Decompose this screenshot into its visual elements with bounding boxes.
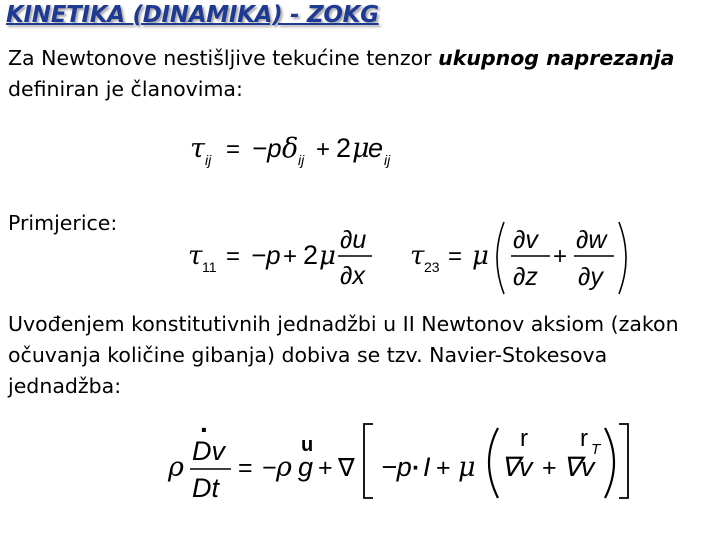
ns-identity: I xyxy=(423,452,431,482)
eq1-sub-ij3: ij xyxy=(384,152,391,168)
slide-title: KINETIKA (DINAMIKA) - ZOKG xyxy=(6,2,379,28)
eq3-equals: = xyxy=(448,243,463,270)
ns-transpose: T xyxy=(591,441,601,458)
ns-left-bracket xyxy=(364,424,373,498)
ns-nabla-v2: ∇v xyxy=(563,452,595,482)
ns-plus2: + xyxy=(436,454,451,482)
tau11-equation xyxy=(188,220,398,300)
ns-mu: μ xyxy=(458,452,476,483)
ns-plus: + xyxy=(318,454,333,482)
ns-left-paren xyxy=(489,428,498,498)
eq2-mu: μ xyxy=(319,241,336,271)
navier-stokes-equation xyxy=(168,407,638,508)
eq3-tau: τ xyxy=(410,241,425,271)
eq2-equals: = xyxy=(226,243,241,270)
ns-g-vector-mark: u xyxy=(301,434,314,456)
eq1-minus-p: −p xyxy=(252,133,282,163)
eq1-delta: δ xyxy=(282,133,299,164)
stress-tensor-equation xyxy=(190,128,405,174)
eq3-mu: μ xyxy=(472,241,489,271)
eq2-minus-p: −p xyxy=(251,240,281,270)
intro-text-after: definiran je članovima: xyxy=(8,77,243,101)
eq3-plus: + xyxy=(553,243,568,270)
ns-nabla-v: ∇v xyxy=(501,452,533,482)
tau23-equation xyxy=(410,216,635,302)
eq1-e: e xyxy=(368,133,384,163)
eq2-sub-11: 11 xyxy=(202,259,217,275)
eq1-sub-ij: ij xyxy=(205,152,212,168)
ns-vector-mark-2: r xyxy=(580,425,588,452)
ns-equals: = xyxy=(238,454,253,482)
eq3-sub-23: 23 xyxy=(424,259,440,275)
ns-rho: ρ xyxy=(168,452,184,483)
eq1-mu: μ xyxy=(352,133,370,164)
ns-nabla: ∇ xyxy=(338,454,355,482)
eq1-sub-ij2: ij xyxy=(298,152,305,168)
example-label: Primjerice: xyxy=(8,211,118,235)
eq2-tau: τ xyxy=(188,241,203,271)
eq2-plus: + xyxy=(283,243,298,270)
eq3-denominator-2: ∂y xyxy=(578,263,603,291)
eq3-right-paren xyxy=(619,222,626,294)
eq2-denominator: ∂x xyxy=(340,262,365,290)
eq2-numerator: ∂u xyxy=(340,226,367,254)
eq3-denominator-1: ∂z xyxy=(513,263,538,291)
ns-right-bracket xyxy=(619,424,628,498)
eq2-two: 2 xyxy=(303,240,319,270)
ns-numerator: Dv xyxy=(192,436,225,466)
ns-rho2: ρ xyxy=(276,452,292,483)
intro-paragraph xyxy=(8,43,708,105)
eq1-plus: + xyxy=(316,136,331,163)
navier-stokes-intro: Uvođenjem konstitutivnih jednadžbi u II Newtonov aksiom (zakon očuvanja količine gibanja) dobiva se tzv. Navier-Stokesova jednadžba: xyxy=(8,312,679,398)
intro-text-before: Za Newtonove nestišljive tekućine tenzor xyxy=(8,46,439,70)
intro-emphasis: ukupnog naprezanja xyxy=(438,46,675,70)
ns-plus3: + xyxy=(542,454,557,482)
eq3-numerator-2: ∂w xyxy=(576,226,607,254)
ns-denominator: Dt xyxy=(192,473,219,503)
eq3-numerator-1: ∂v xyxy=(513,226,538,254)
ns-dot: . xyxy=(200,407,208,438)
eq1-equals: = xyxy=(226,136,241,163)
eq1-tau: τ xyxy=(190,133,205,164)
ns-g: g xyxy=(298,452,314,482)
ns-minus: − xyxy=(262,454,277,482)
ns-minus-p: −p xyxy=(381,452,412,482)
ns-cdot: · xyxy=(412,454,421,482)
ns-right-paren xyxy=(605,428,614,498)
ns-vector-mark-1: r xyxy=(520,425,528,452)
eq1-two: 2 xyxy=(336,133,352,163)
eq3-left-paren xyxy=(497,222,504,294)
